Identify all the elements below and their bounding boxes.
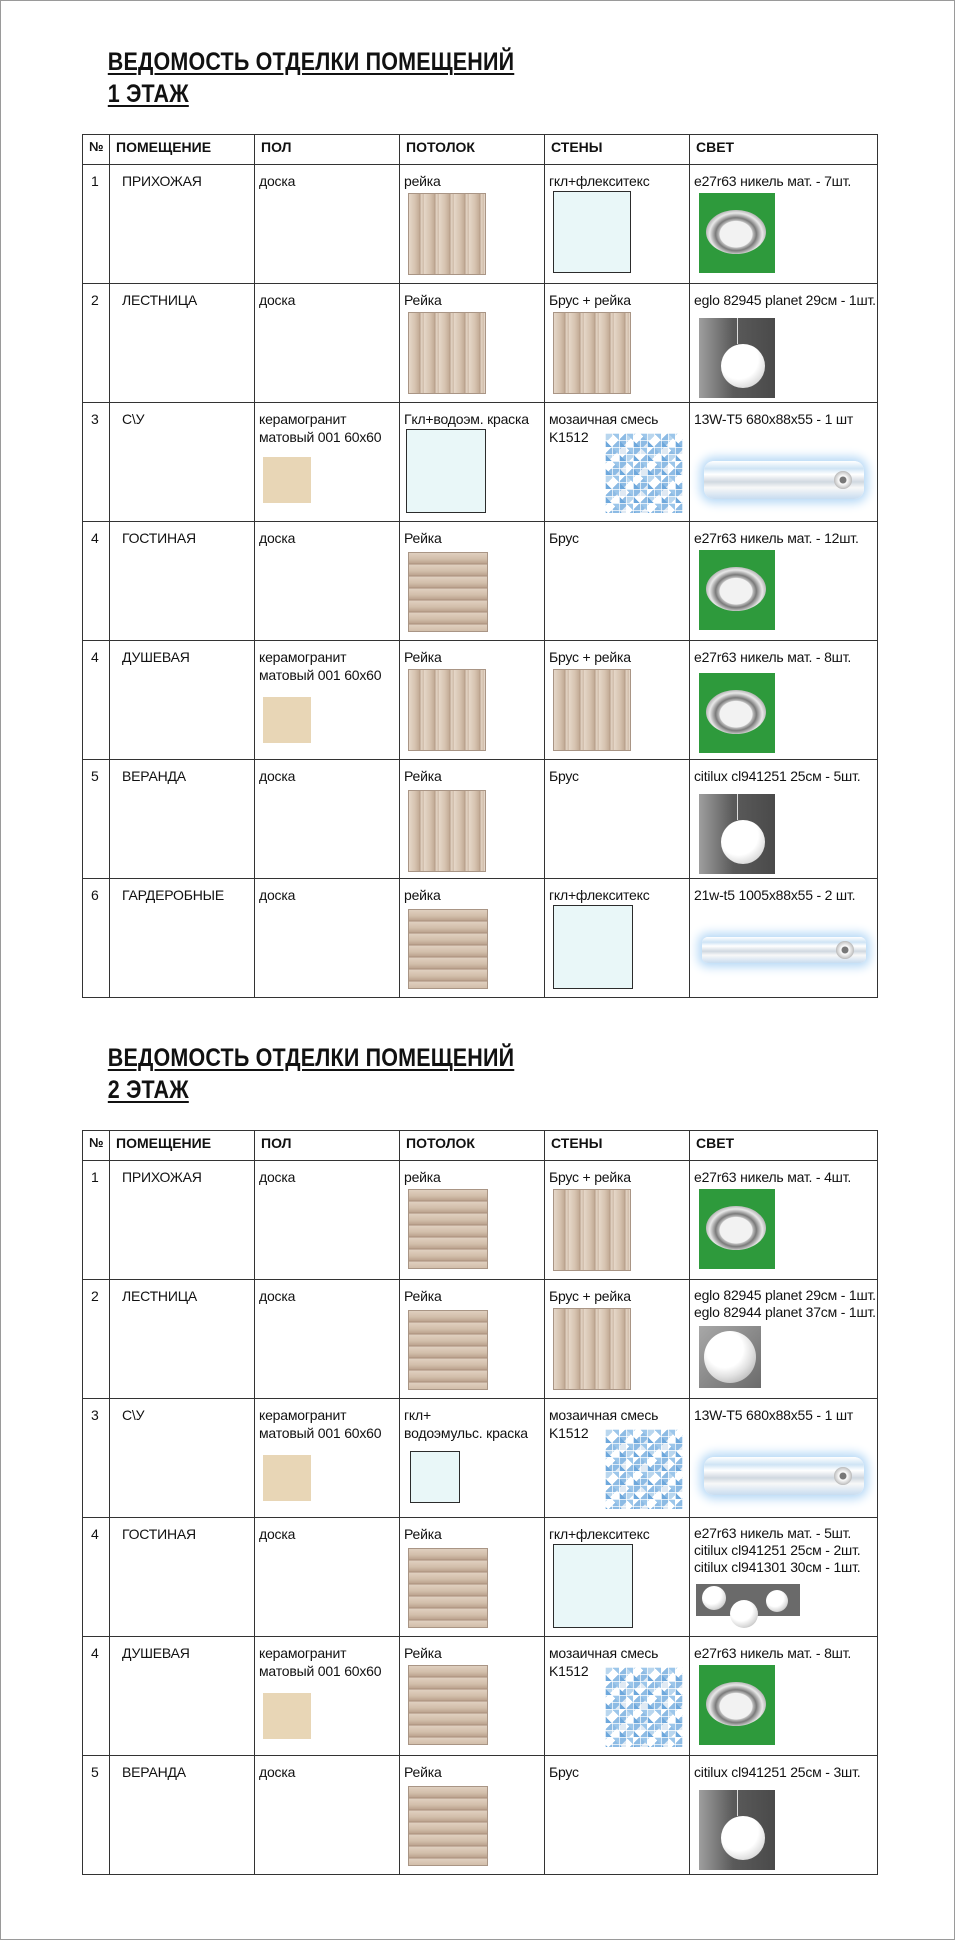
ceiling-finish: Рейка — [404, 530, 442, 546]
row-number: 5 — [91, 1764, 99, 1780]
table-row — [83, 403, 878, 522]
row-number: 6 — [91, 887, 99, 903]
floor-finish: доска — [259, 887, 296, 903]
table-row — [83, 1756, 878, 1875]
row-number: 2 — [91, 1288, 99, 1304]
ceiling-finish: Рейка — [404, 1288, 442, 1304]
light-spec: 13W-T5 680x88x55 - 1 шт — [694, 1407, 854, 1423]
room-name: ПРИХОЖАЯ — [122, 173, 202, 189]
floor-finish: доска — [259, 292, 296, 308]
ceiling-finish: Рейка — [404, 1645, 442, 1661]
wall-finish: Брус + рейка — [549, 1169, 631, 1185]
header-room: ПОМЕЩЕНИЕ — [110, 1131, 255, 1161]
finish-table-floor-2 — [82, 1130, 878, 1875]
header-light: СВЕТ — [690, 1131, 878, 1161]
title-line-1: ВЕДОМОСТЬ ОТДЕЛКИ ПОМЕЩЕНИЙ — [107, 48, 515, 76]
wall-finish: гкл+флекситекс — [549, 173, 650, 189]
section-floor-2 — [82, 1042, 877, 1875]
light-spec: e27r63 никель мат. - 7шт. — [694, 173, 852, 189]
drywall-swatch-image — [410, 1451, 460, 1503]
ceiling-finish: Рейка — [404, 292, 442, 308]
table-row — [83, 284, 878, 403]
slat-swatch-image — [408, 669, 486, 751]
downlight-image — [699, 550, 775, 630]
slat-swatch-image — [408, 1189, 488, 1269]
title-line-2: 2 ЭТАЖ — [107, 1076, 189, 1104]
floor-finish: доска — [259, 768, 296, 784]
ceiling-finish: Рейка — [404, 649, 442, 665]
downlight-image — [699, 673, 775, 753]
room-name: ЛЕСТНИЦА — [122, 292, 197, 308]
wall-finish: Брус — [549, 530, 579, 546]
floor-finish: доска — [259, 530, 296, 546]
ceiling-finish: Рейка — [404, 1526, 442, 1542]
header-floor: ПОЛ — [255, 135, 400, 165]
table-row — [83, 1399, 878, 1518]
mosaic-swatch-image — [605, 1429, 683, 1509]
pendant-light-image — [699, 318, 775, 398]
downlight-image — [699, 193, 775, 273]
downlight-image — [699, 1189, 775, 1269]
table-row — [83, 522, 878, 641]
tile-swatch-image — [263, 1455, 311, 1501]
pendant-light-image — [699, 1790, 775, 1870]
row-number: 3 — [91, 411, 99, 427]
light-spec: citilux cl941251 25см - 5шт. — [694, 768, 861, 784]
header-walls: СТЕНЫ — [545, 135, 690, 165]
table-row — [83, 1280, 878, 1399]
tube-light-image — [704, 1457, 864, 1495]
row-number: 1 — [91, 1169, 99, 1185]
table-row — [83, 879, 878, 998]
tube-light-image — [704, 461, 864, 499]
slat-swatch-image — [408, 909, 488, 989]
header-walls: СТЕНЫ — [545, 1131, 690, 1161]
room-name: С\У — [122, 411, 145, 427]
tube-light-image — [702, 937, 866, 963]
table-header-row — [83, 1131, 878, 1161]
row-number: 3 — [91, 1407, 99, 1423]
header-num: № — [83, 1131, 110, 1161]
ceiling-finish: Гкл+водоэм. краска — [404, 411, 529, 427]
row-number: 5 — [91, 768, 99, 784]
light-spec: citilux cl941251 25см - 3шт. — [694, 1764, 861, 1780]
header-light: СВЕТ — [690, 135, 878, 165]
room-name: ДУШЕВАЯ — [122, 649, 190, 665]
slat-swatch-image — [553, 1189, 631, 1271]
row-number: 4 — [91, 1526, 99, 1542]
downlight-image — [699, 1665, 775, 1745]
ceiling-finish: рейка — [404, 1169, 441, 1185]
row-number: 4 — [91, 530, 99, 546]
slat-swatch-image — [553, 669, 631, 751]
floor-finish: керамогранит матовый 001 60х60 — [259, 649, 382, 683]
wall-finish: Брус + рейка — [549, 292, 631, 308]
room-name: ГОСТИНАЯ — [122, 530, 196, 546]
table-row — [83, 165, 878, 284]
title-line-2: 1 ЭТАЖ — [107, 80, 189, 108]
drywall-swatch-image — [406, 429, 486, 513]
tile-swatch-image — [263, 1693, 311, 1739]
section-title — [82, 46, 766, 110]
table-row — [83, 641, 878, 760]
room-name: ВЕРАНДА — [122, 1764, 186, 1780]
room-name: ЛЕСТНИЦА — [122, 1288, 197, 1304]
table-row — [83, 1161, 878, 1280]
room-name: ВЕРАНДА — [122, 768, 186, 784]
light-spec: eglo 82945 planet 29см - 1шт. — [694, 292, 876, 308]
drywall-swatch-image — [553, 191, 631, 273]
floor-finish: доска — [259, 1169, 296, 1185]
light-spec: e27r63 никель мат. - 5шт. citilux cl941251 25см - 2шт. citilux cl941301 30см - 1шт. — [694, 1525, 861, 1575]
wall-finish: мозаичная смесь K1512 — [549, 1407, 659, 1441]
light-spec: e27r63 никель мат. - 4шт. — [694, 1169, 852, 1185]
header-floor: ПОЛ — [255, 1131, 400, 1161]
room-name: ГАРДЕРОБНЫЕ — [122, 887, 224, 903]
slat-swatch-image — [408, 312, 486, 394]
slat-swatch-image — [408, 1548, 488, 1628]
wall-finish: Брус + рейка — [549, 649, 631, 665]
row-number: 2 — [91, 292, 99, 308]
header-ceiling: ПОТОЛОК — [400, 1131, 545, 1161]
mosaic-swatch-image — [605, 1667, 683, 1747]
room-name: ДУШЕВАЯ — [122, 1645, 190, 1661]
wall-finish: мозаичная смесь K1512 — [549, 411, 659, 445]
ceiling-light-image — [699, 1326, 761, 1388]
light-spec: eglo 82945 planet 29см - 1шт. eglo 82944 planet 37см - 1шт. — [694, 1287, 876, 1320]
table-row — [83, 760, 878, 879]
room-name: ГОСТИНАЯ — [122, 1526, 196, 1542]
slat-swatch-image — [408, 193, 486, 275]
section-title — [82, 1042, 766, 1106]
floor-finish: керамогранит матовый 001 60х60 — [259, 1407, 382, 1441]
floor-finish: доска — [259, 1288, 296, 1304]
slat-swatch-image — [553, 1308, 631, 1390]
spot-lights-image — [696, 1580, 806, 1630]
light-spec: e27r63 никель мат. - 8шт. — [694, 649, 852, 665]
wall-finish: гкл+флекситекс — [549, 1526, 650, 1542]
wall-finish: гкл+флекситекс — [549, 887, 650, 903]
tile-swatch-image — [263, 697, 311, 743]
row-number: 4 — [91, 1645, 99, 1661]
floor-finish: керамогранит матовый 001 60х60 — [259, 411, 382, 445]
slat-swatch-image — [408, 1310, 488, 1390]
wall-finish: мозаичная смесь K1512 — [549, 1645, 659, 1679]
tile-swatch-image — [263, 457, 311, 503]
slat-swatch-image — [408, 1665, 488, 1745]
slat-swatch-image — [408, 552, 488, 632]
ceiling-finish: Рейка — [404, 1764, 442, 1780]
wall-finish: Брус — [549, 1764, 579, 1780]
row-number: 1 — [91, 173, 99, 189]
slat-swatch-image — [553, 312, 631, 394]
table-row — [83, 1518, 878, 1637]
light-spec: e27r63 никель мат. - 8шт. — [694, 1645, 852, 1661]
room-name: С\У — [122, 1407, 145, 1423]
pendant-light-image — [699, 794, 775, 874]
light-spec: e27r63 никель мат. - 12шт. — [694, 530, 859, 546]
floor-finish: доска — [259, 1764, 296, 1780]
light-spec: 21w-t5 1005x88x55 - 2 шт. — [694, 887, 856, 903]
wall-finish: Брус — [549, 768, 579, 784]
finish-table-floor-1 — [82, 134, 878, 998]
drywall-swatch-image — [553, 1544, 633, 1628]
title-line-1: ВЕДОМОСТЬ ОТДЕЛКИ ПОМЕЩЕНИЙ — [107, 1044, 515, 1072]
wall-finish: Брус + рейка — [549, 1288, 631, 1304]
ceiling-finish: рейка — [404, 173, 441, 189]
mosaic-swatch-image — [605, 433, 683, 513]
floor-finish: доска — [259, 1526, 296, 1542]
section-floor-1 — [82, 46, 877, 998]
room-name: ПРИХОЖАЯ — [122, 1169, 202, 1185]
floor-finish: керамогранит матовый 001 60х60 — [259, 1645, 382, 1679]
ceiling-finish: Рейка — [404, 768, 442, 784]
header-ceiling: ПОТОЛОК — [400, 135, 545, 165]
header-num: № — [83, 135, 110, 165]
ceiling-finish: гкл+ водоэмульс. краска — [404, 1407, 528, 1441]
row-number: 4 — [91, 649, 99, 665]
drywall-swatch-image — [553, 905, 633, 989]
ceiling-finish: рейка — [404, 887, 441, 903]
header-room: ПОМЕЩЕНИЕ — [110, 135, 255, 165]
table-row — [83, 1637, 878, 1756]
slat-swatch-image — [408, 1786, 488, 1866]
light-spec: 13W-T5 680x88x55 - 1 шт — [694, 411, 854, 427]
slat-swatch-image — [408, 790, 486, 872]
floor-finish: доска — [259, 173, 296, 189]
table-header-row — [83, 135, 878, 165]
